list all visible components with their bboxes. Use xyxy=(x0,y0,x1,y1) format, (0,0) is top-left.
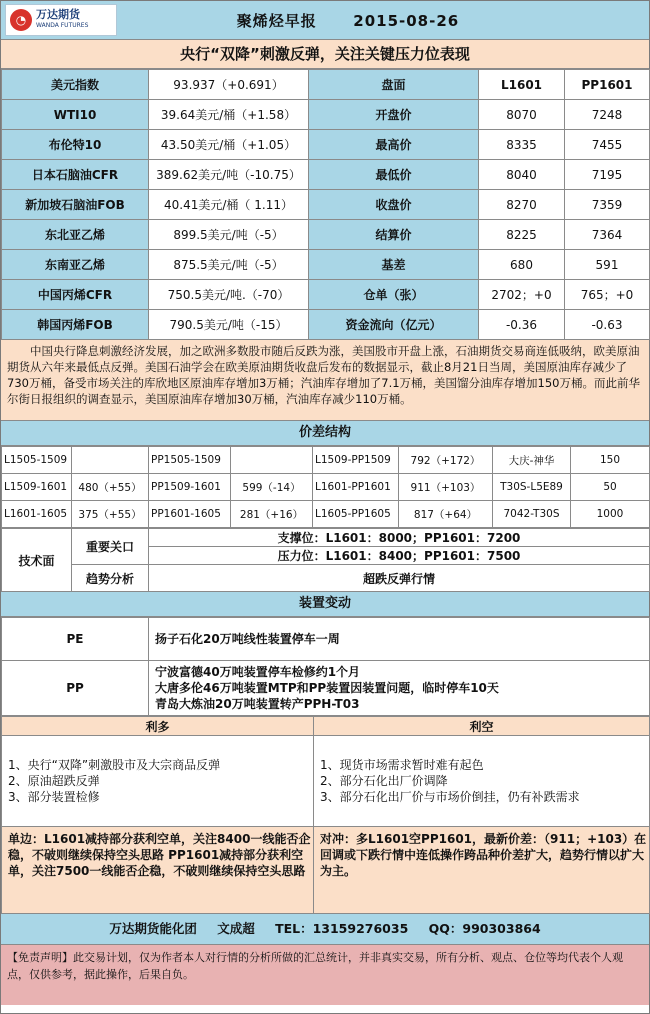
board-pp: 7359 xyxy=(565,190,650,220)
market-name: 中国丙烯CFR xyxy=(2,280,149,310)
spread-cell: 1000 xyxy=(571,501,650,528)
market-name: WTI10 xyxy=(2,100,149,130)
telephone: TEL：13159276035 xyxy=(275,921,409,936)
spread-row xyxy=(2,501,650,528)
board-label: 开盘价 xyxy=(309,100,479,130)
market-value: 39.64美元/桶（+1.58） xyxy=(149,100,309,130)
contract-pp: PP1601 xyxy=(565,70,650,100)
board-label: 最高价 xyxy=(309,130,479,160)
board-l: 8040 xyxy=(479,160,565,190)
market-row xyxy=(2,160,650,190)
market-row xyxy=(2,220,650,250)
bear-item: 3、部分石化出厂价与市场价倒挂，仍有补跌需求 xyxy=(320,790,580,804)
logo-cn: 万达期货 xyxy=(36,8,80,21)
board-label: 仓单（张） xyxy=(309,280,479,310)
logo-en: WANDA FUTURES xyxy=(36,22,89,29)
bear-item: 2、部分石化出厂价调降 xyxy=(320,774,448,788)
spread-row xyxy=(2,474,650,501)
pp-line: 宁波富德40万吨装置停车检修约1个月 xyxy=(155,665,361,679)
market-name: 韩国丙烯FOB xyxy=(2,310,149,340)
pp-label: PP xyxy=(2,661,149,716)
logo-mark-icon: ◔ xyxy=(10,9,32,31)
bear-item: 1、现货市场需求暂时难有起色 xyxy=(320,758,484,772)
market-name: 东南亚乙烯 xyxy=(2,250,149,280)
market-value: 790.5美元/吨（-15） xyxy=(149,310,309,340)
pp-line: 大唐多伦46万吨装置MTP和PP装置因装置问题，临时停车10天 xyxy=(155,681,499,695)
market-name: 东北亚乙烯 xyxy=(2,220,149,250)
market-name: 布伦特10 xyxy=(2,130,149,160)
trend-label: 趋势分析 xyxy=(72,565,149,592)
board-l: 8070 xyxy=(479,100,565,130)
single-strategy: 单边：L1601减持部分获利空单，关注8400一线能否企稳，不破则继续保持空头思路 PP1601减持部分获利空单，关注7500一线能否企稳，不破则继续保持空头思路 xyxy=(2,827,314,914)
board-l: 8225 xyxy=(479,220,565,250)
bull-list xyxy=(2,736,314,827)
bull-title: 利多 xyxy=(2,717,314,736)
equipment-table xyxy=(1,617,650,716)
spread-cell: 599（-14） xyxy=(231,474,313,501)
market-value: 875.5美元/吨（-5） xyxy=(149,250,309,280)
report-header xyxy=(1,1,649,40)
board-l: 8335 xyxy=(479,130,565,160)
market-row xyxy=(2,70,650,100)
bull-item: 2、原油超跌反弹 xyxy=(8,774,100,788)
spread-cell: 281（+16） xyxy=(231,501,313,528)
contact-bar xyxy=(1,914,649,945)
board-pp: 7195 xyxy=(565,160,650,190)
board-pp: 7248 xyxy=(565,100,650,130)
spread-cell: 480（+55） xyxy=(72,474,149,501)
spread-table xyxy=(1,446,650,528)
trend-text: 超跌反弹行情 xyxy=(149,565,650,592)
spread-cell: 150 xyxy=(571,447,650,474)
market-name: 日本石脑油CFR xyxy=(2,160,149,190)
board-pp: -0.63 xyxy=(565,310,650,340)
factors-table xyxy=(1,716,650,914)
spread-cell: 大庆-神华 xyxy=(493,447,571,474)
board-pp: 7364 xyxy=(565,220,650,250)
board-label: 基差 xyxy=(309,250,479,280)
spread-cell: L1505-1509 xyxy=(2,447,72,474)
board-l: -0.36 xyxy=(479,310,565,340)
spread-cell: 911（+103） xyxy=(399,474,493,501)
market-value: 40.41美元/桶（ 1.11） xyxy=(149,190,309,220)
report-title xyxy=(117,10,649,31)
spread-cell: T30S-L5E89 xyxy=(493,474,571,501)
market-name: 新加坡石脑油FOB xyxy=(2,190,149,220)
pe-label: PE xyxy=(2,618,149,661)
board-pp: 765；+0 xyxy=(565,280,650,310)
board-pp: 7455 xyxy=(565,130,650,160)
spread-cell: 375（+55） xyxy=(72,501,149,528)
board-label: 结算价 xyxy=(309,220,479,250)
bear-list xyxy=(314,736,650,827)
spread-cell: L1509-PP1509 xyxy=(313,447,399,474)
company-logo xyxy=(5,4,117,36)
spread-cell xyxy=(231,447,313,474)
spread-cell: 50 xyxy=(571,474,650,501)
spread-cell: 817（+64） xyxy=(399,501,493,528)
market-row xyxy=(2,100,650,130)
market-row xyxy=(2,130,650,160)
key-level-label: 重要关口 xyxy=(72,529,149,565)
technical-table xyxy=(1,528,650,592)
market-value: 43.50美元/桶（+1.05） xyxy=(149,130,309,160)
board-l: 2702；+0 xyxy=(479,280,565,310)
contract-l: L1601 xyxy=(479,70,565,100)
title-text: 聚烯烃早报 xyxy=(236,11,317,30)
market-value: 389.62美元/吨（-10.75） xyxy=(149,160,309,190)
spread-cell: L1601-PP1601 xyxy=(313,474,399,501)
board-l: 8270 xyxy=(479,190,565,220)
report-date: 2015-08-26 xyxy=(353,11,460,30)
pp-text xyxy=(149,661,650,716)
pe-text: 扬子石化20万吨线性装置停车一周 xyxy=(149,618,650,661)
bull-item: 1、央行“双降”刺激股市及大宗商品反弹 xyxy=(8,758,221,772)
board-header: 盘面 xyxy=(309,70,479,100)
spread-cell: L1601-1605 xyxy=(2,501,72,528)
market-row xyxy=(2,280,650,310)
spread-cell: 7042-T30S xyxy=(493,501,571,528)
headline: 央行“双降”刺激反弹，关注关键压力位表现 xyxy=(1,40,649,69)
technical-label: 技术面 xyxy=(2,529,72,592)
board-label: 收盘价 xyxy=(309,190,479,220)
market-row xyxy=(2,190,650,220)
news-paragraph: 中国央行降息刺激经济发展，加之欧洲多数股市随后反跌为涨，美国股市开盘上涨，石油期货交易商连低吸纳，欧美原油期货从六年来最低点反弹。美国石油学会在欧美原油期货收盘后发布的数据显示，截止8月21日当周，美国原油库存减少了730万桶，备受市场关注的库欣地区原油库存增加3万桶；汽油库存增加了7.1万桶，美国馏分油库存增加150万桶。而此前华尔街日报组织的调查显示，美国原油库存增加30万桶，汽油库存减少110万桶。 xyxy=(1,340,649,421)
market-row xyxy=(2,250,650,280)
spread-cell xyxy=(72,447,149,474)
board-pp: 591 xyxy=(565,250,650,280)
disclaimer: 【免责声明】此交易计划，仅为作者本人对行情的分析所做的汇总统计，并非真实交易，所有分析、观点、仓位等均代表个人观点，仅供参考，据此操作，后果自负。 xyxy=(1,945,649,1005)
team-name: 万达期货能化团 xyxy=(109,921,197,936)
support-level: 支撑位：L1601：8000；PP1601：7200 xyxy=(149,529,650,547)
market-table xyxy=(1,69,650,340)
spread-cell: PP1509-1601 xyxy=(149,474,231,501)
board-label: 资金流向（亿元） xyxy=(309,310,479,340)
pp-line: 青岛大炼油20万吨装置转产PPH-T03 xyxy=(155,697,360,711)
board-label: 最低价 xyxy=(309,160,479,190)
market-value: 93.937（+0.691） xyxy=(149,70,309,100)
equipment-title: 装置变动 xyxy=(1,592,649,617)
spread-cell: PP1601-1605 xyxy=(149,501,231,528)
spread-cell: L1509-1601 xyxy=(2,474,72,501)
bear-title: 利空 xyxy=(314,717,650,736)
spread-cell: 792（+172） xyxy=(399,447,493,474)
bull-item: 3、部分装置检修 xyxy=(8,790,100,804)
market-value: 899.5美元/吨（-5） xyxy=(149,220,309,250)
spread-cell: L1605-PP1605 xyxy=(313,501,399,528)
board-l: 680 xyxy=(479,250,565,280)
market-row xyxy=(2,310,650,340)
market-name: 美元指数 xyxy=(2,70,149,100)
spread-title: 价差结构 xyxy=(1,421,649,446)
market-value: 750.5美元/吨.（-70） xyxy=(149,280,309,310)
spread-row xyxy=(2,447,650,474)
spread-cell: PP1505-1509 xyxy=(149,447,231,474)
author-name: 文成超 xyxy=(217,921,255,936)
resistance-level: 压力位：L1601：8400；PP1601：7500 xyxy=(149,547,650,565)
qq-number: QQ：990303864 xyxy=(428,921,541,936)
hedge-strategy: 对冲：多L1601空PP1601，最新价差：（911；+103）在回调或下跌行情中连低操作跨品种价差扩大，趋势行情以扩大为主。 xyxy=(314,827,650,914)
